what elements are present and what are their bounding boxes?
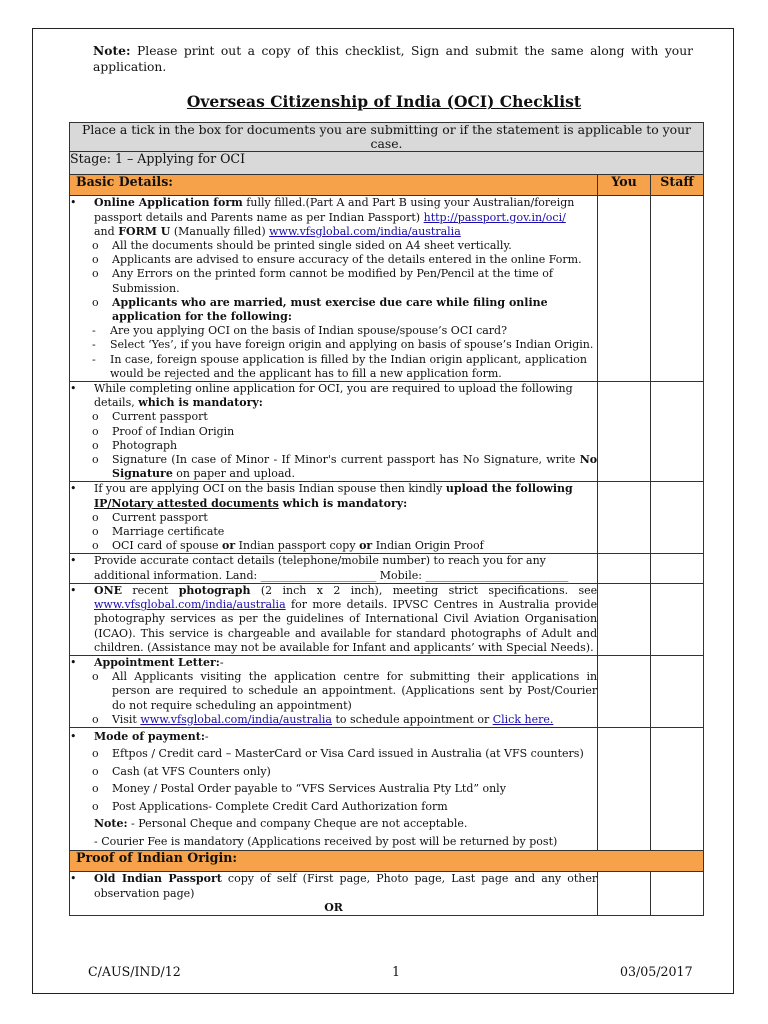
sub-item: Indian passport copy bbox=[235, 539, 360, 553]
sub-item: Post Applications- Complete Credit Card Authorization form bbox=[112, 799, 448, 813]
circle-bullet-icon: o bbox=[92, 539, 99, 553]
item-title: photograph bbox=[178, 583, 251, 597]
checklist-row-payment bbox=[70, 727, 704, 851]
circle-bullet-icon: o bbox=[92, 438, 99, 452]
sub-item-bold: or bbox=[359, 539, 373, 553]
item-desc: If you are applying OCI on the basis Indian spouse then kindly bbox=[94, 482, 446, 496]
bullet-icon: • bbox=[70, 655, 77, 669]
circle-bullet-icon: o bbox=[92, 747, 99, 761]
bullet-icon: • bbox=[70, 872, 77, 886]
col-you-header: You bbox=[598, 175, 651, 196]
footer-date: 03/05/2017 bbox=[620, 964, 693, 979]
item-desc: recent bbox=[122, 583, 179, 597]
you-checkbox[interactable] bbox=[598, 727, 651, 851]
or-separator: OR bbox=[324, 900, 343, 914]
item-desc: - bbox=[219, 655, 224, 669]
footer-page-number: 1 bbox=[392, 964, 401, 979]
bullet-icon: • bbox=[70, 583, 77, 597]
sub-item: In case, foreign spouse application is filled by the Indian origin applicant, application would be rejected and the applicant has to fill a new application form. bbox=[110, 352, 587, 380]
item-desc: (Manually filled) bbox=[170, 224, 270, 238]
basic-details-heading: Basic Details: bbox=[70, 175, 598, 196]
you-checkbox[interactable] bbox=[598, 583, 651, 655]
item-text bbox=[70, 382, 598, 482]
item-desc: for more details. IPVSC Centres in Australia provide photography services as per the guidelines of International Civil Aviation Organisation (ICAO). This service is chargeable and available for standard photographs of Adult and children. (Assistance may not be available for Infant and applicants’ with Special Needs). bbox=[94, 598, 598, 654]
circle-bullet-icon: o bbox=[92, 764, 99, 778]
item-desc: and bbox=[94, 224, 119, 238]
sub-item: OCI card of spouse bbox=[112, 539, 223, 553]
item-desc: fully filled.(Part A and Part B using your Australian/foreign passport details and Parents name as per Indian Passport) bbox=[94, 196, 575, 224]
sub-item: Photograph bbox=[112, 438, 178, 452]
stage-label: Stage: 1 – Applying for OCI bbox=[70, 152, 704, 175]
item-desc: Provide accurate contact details (telephone/mobile number) to reach you for any additional information. Land: _____________________ Mobile: __________________________ bbox=[94, 554, 569, 582]
item-title: which is mandatory: bbox=[138, 396, 263, 410]
circle-bullet-icon: o bbox=[92, 525, 99, 539]
instruction-row bbox=[70, 123, 704, 152]
sub-item: Current passport bbox=[112, 410, 208, 424]
sub-item: Money / Postal Order payable to “VFS Services Australia Pty Ltd” only bbox=[112, 782, 506, 796]
you-checkbox[interactable] bbox=[598, 482, 651, 554]
item-text bbox=[70, 655, 598, 727]
sub-item: Cash (at VFS Counters only) bbox=[112, 764, 271, 778]
sub-item-bold: or bbox=[222, 539, 236, 553]
vfs-link[interactable]: www.vfsglobal.com/india/australia bbox=[94, 598, 286, 612]
bullet-icon: • bbox=[70, 554, 77, 568]
basic-details-header bbox=[70, 175, 704, 196]
you-checkbox[interactable] bbox=[598, 872, 651, 916]
staff-checkbox[interactable] bbox=[651, 655, 704, 727]
checklist-row-upload-details bbox=[70, 382, 704, 482]
payment-note bbox=[70, 815, 597, 833]
circle-bullet-icon: o bbox=[92, 424, 99, 438]
item-text bbox=[70, 554, 598, 583]
circle-bullet-icon: o bbox=[92, 670, 99, 684]
sub-item: Indian Origin Proof bbox=[372, 539, 484, 553]
item-text bbox=[70, 196, 598, 382]
checklist-row-application-form bbox=[70, 196, 704, 382]
sub-item: All Applicants visiting the application centre for submitting their applications in person are required to schedule an appointment. (Applications sent by Post/Courier do not require scheduling an appointment) bbox=[112, 670, 598, 712]
sub-item: Eftpos / Credit card – MasterCard or Visa Card issued in Australia (at VFS counters) bbox=[112, 747, 584, 761]
checklist-row-appointment bbox=[70, 655, 704, 727]
staff-checkbox[interactable] bbox=[651, 727, 704, 851]
bullet-icon: • bbox=[70, 196, 77, 210]
item-desc: (2 inch x 2 inch), meeting strict specifications. see bbox=[250, 583, 598, 597]
checklist-row-contact-details bbox=[70, 554, 704, 583]
item-title: FORM U bbox=[118, 224, 171, 238]
item-desc: While completing online application for OCI, you are required to upload the following details, bbox=[94, 382, 573, 410]
proof-heading: Proof of Indian Origin: bbox=[70, 851, 704, 872]
vfs-link[interactable]: www.vfsglobal.com/india/australia bbox=[269, 224, 461, 238]
print-note bbox=[93, 43, 693, 75]
circle-bullet-icon: o bbox=[92, 410, 99, 424]
dash-bullet-icon: - bbox=[92, 352, 96, 366]
circle-bullet-icon: o bbox=[92, 453, 99, 467]
page-title: Overseas Citizenship of India (OCI) Checklist bbox=[186, 92, 582, 111]
checklist-table bbox=[69, 122, 704, 916]
circle-bullet-icon: o bbox=[92, 295, 99, 309]
you-checkbox[interactable] bbox=[598, 655, 651, 727]
item-title: IP/Notary attested documents bbox=[94, 496, 279, 510]
item-title: ONE bbox=[94, 583, 123, 597]
sub-item: Visit bbox=[112, 712, 141, 726]
sub-item: Are you applying OCI on the basis of Indian spouse/spouse’s OCI card? bbox=[110, 324, 507, 338]
dash-bullet-icon: - bbox=[92, 324, 96, 338]
click-here-link[interactable]: Click here. bbox=[492, 712, 554, 726]
item-title: upload the following bbox=[445, 482, 573, 496]
stage-row bbox=[70, 152, 704, 175]
item-text bbox=[70, 482, 598, 554]
you-checkbox[interactable] bbox=[598, 554, 651, 583]
sub-item: Select ‘Yes’, if you have foreign origin and applying on basis of spouse’s Indian Origin. bbox=[110, 338, 594, 352]
item-title: Appointment Letter: bbox=[94, 655, 220, 669]
sub-item: Applicants are advised to ensure accuracy of the details entered in the online Form. bbox=[112, 253, 582, 267]
sub-item: All the documents should be printed single sided on A4 sheet vertically. bbox=[112, 239, 512, 253]
proof-of-origin-header bbox=[70, 851, 704, 872]
item-text bbox=[70, 872, 598, 916]
staff-checkbox[interactable] bbox=[651, 872, 704, 916]
you-checkbox[interactable] bbox=[598, 382, 651, 482]
note-label: Note: bbox=[94, 817, 128, 831]
item-title: Online Application form bbox=[94, 196, 243, 210]
sub-item: Marriage certificate bbox=[112, 525, 225, 539]
checklist-row-old-passport bbox=[70, 872, 704, 916]
vfs-link[interactable]: www.vfsglobal.com/india/australia bbox=[140, 712, 332, 726]
courier-note: - Courier Fee is mandatory (Applications received by post will be returned by post) bbox=[94, 834, 558, 848]
sub-item-bold: No Signature bbox=[112, 453, 598, 481]
circle-bullet-icon: o bbox=[92, 712, 99, 726]
note-text: - Personal Cheque and company Cheque are not acceptable. bbox=[127, 817, 468, 831]
item-text bbox=[70, 727, 598, 851]
circle-bullet-icon: o bbox=[92, 510, 99, 524]
sub-item: to schedule appointment or bbox=[332, 712, 493, 726]
circle-bullet-icon: o bbox=[92, 799, 99, 813]
circle-bullet-icon: o bbox=[92, 253, 99, 267]
note-label: Note: bbox=[93, 43, 131, 58]
checklist-row-spouse-documents bbox=[70, 482, 704, 554]
staff-checkbox[interactable] bbox=[651, 482, 704, 554]
note-text: Please print out a copy of this checklist, Sign and submit the same along with your application. bbox=[93, 44, 693, 74]
circle-bullet-icon: o bbox=[92, 239, 99, 253]
bullet-icon: • bbox=[70, 482, 77, 496]
sub-item: Applicants who are married, must exercise due care while filing online application for the following: bbox=[112, 295, 548, 324]
passport-link[interactable]: http://passport.gov.in/oci/ bbox=[423, 210, 566, 224]
staff-checkbox[interactable] bbox=[651, 196, 704, 382]
item-text bbox=[70, 583, 598, 655]
bullet-icon: • bbox=[70, 382, 77, 396]
footer-code: C/AUS/IND/12 bbox=[88, 964, 181, 979]
col-staff-header: Staff bbox=[651, 175, 704, 196]
staff-checkbox[interactable] bbox=[651, 583, 704, 655]
staff-checkbox[interactable] bbox=[651, 554, 704, 583]
sub-item: Current passport bbox=[112, 510, 208, 524]
circle-bullet-icon: o bbox=[92, 267, 99, 281]
item-title: Old Indian Passport bbox=[94, 872, 222, 886]
checklist-row-photograph bbox=[70, 583, 704, 655]
you-checkbox[interactable] bbox=[598, 196, 651, 382]
sub-item: Any Errors on the printed form cannot be modified by Pen/Pencil at the time of Submission. bbox=[112, 267, 553, 295]
instruction-text: Place a tick in the box for documents you are submitting or if the statement is applicable to your case. bbox=[70, 123, 704, 152]
sub-item: Signature (In case of Minor - If Minor's current passport has No Signature, write bbox=[112, 453, 580, 467]
item-desc: - bbox=[204, 729, 209, 743]
item-title: Mode of payment: bbox=[94, 729, 205, 743]
item-title: which is mandatory: bbox=[278, 496, 408, 510]
dash-bullet-icon: - bbox=[92, 338, 96, 352]
staff-checkbox[interactable] bbox=[651, 382, 704, 482]
item-desc: copy of self (First page, Photo page, Last page and any other observation page) bbox=[94, 872, 598, 900]
bullet-icon: • bbox=[70, 729, 77, 743]
circle-bullet-icon: o bbox=[92, 782, 99, 796]
sub-item: on paper and upload. bbox=[172, 467, 295, 481]
sub-item: Proof of Indian Origin bbox=[112, 424, 235, 438]
